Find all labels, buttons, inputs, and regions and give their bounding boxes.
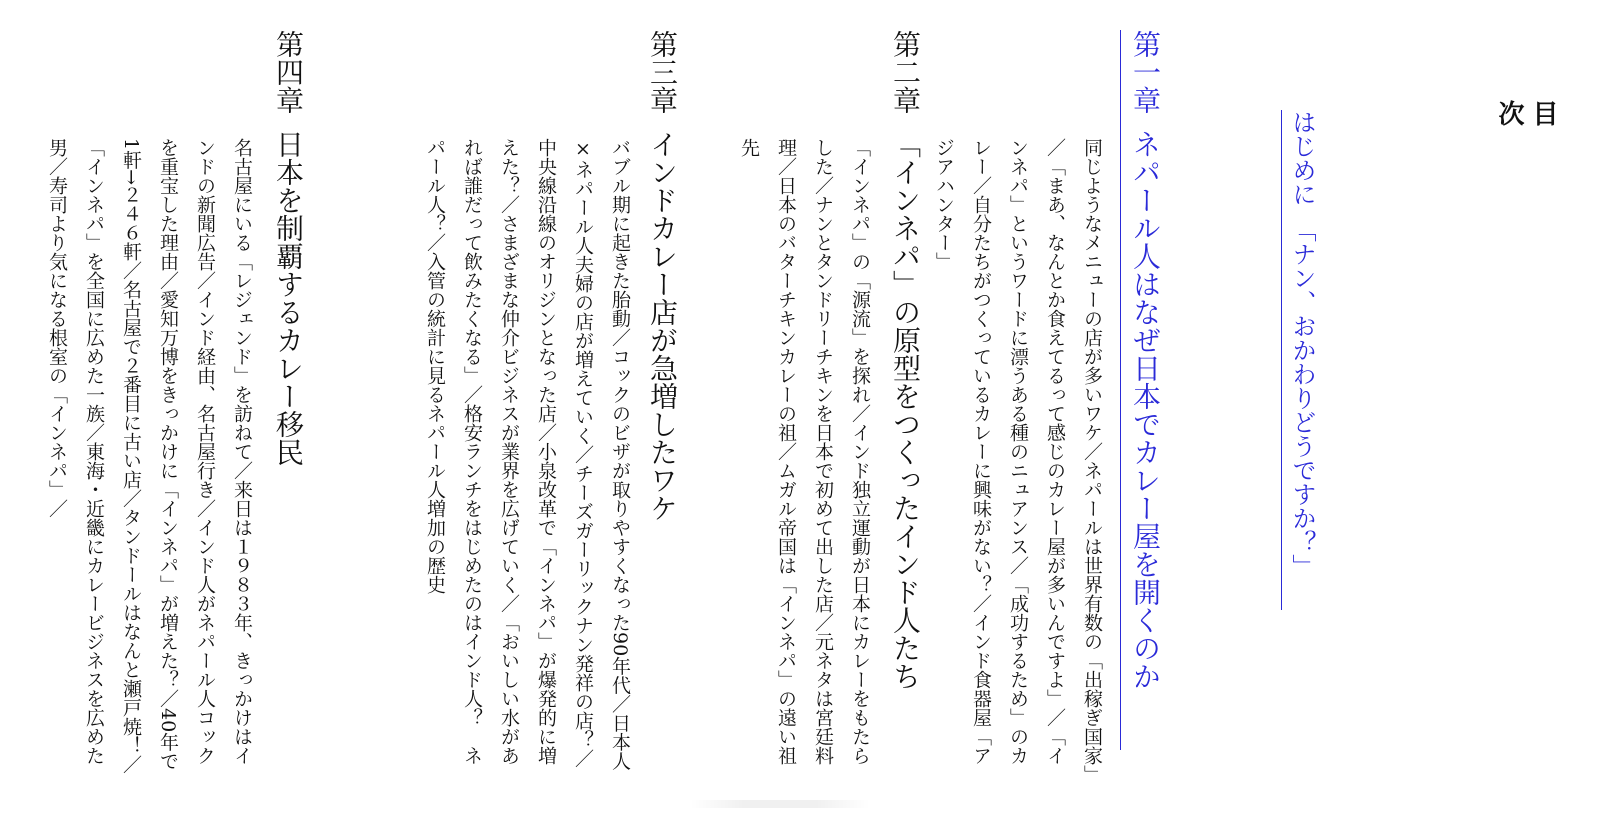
chapter-3-number: 第三章 [646,30,679,114]
chapter-2-number: 第二章 [889,30,922,114]
chapter-1-summary: 同じようなメニューの店が多いワケ／ネパールは世界有数の「出稼ぎ国家」／「まあ、なんとか食えてるって感じのカレー屋が多いんですよ」／「インネパ」というワードに漂うある種のニュアンス／「成功するため」のカレー／自分たちがつくっているカレーに興味がない？／インド食器屋「アジアハンター」 [933,138,1103,775]
chapter-4-number: 第四章 [272,30,305,114]
chapter-1-title: ネパール人はなぜ日本でカレー屋を開くのか [1129,130,1162,690]
chapter-3-heading [638,30,682,750]
chapter-1-heading[interactable] [1120,30,1165,750]
chapter-3-title: インドカレー店が急増したワケ [646,130,679,522]
chapter-3-summary: バブル期に起きた胎動／コックのビザが取りやすくなった90年代／日本人×ネパール人夫婦の店が増えていく／チーズガーリックナン発祥の店？／中央線沿線のオリジンとなった店／小泉改革で「インネパ」が爆発的に増えた？／さまざまな仲介ビジネスが業界を広げていく／「おいしい水があれば誰だって飲みたくなる」／格安ランチをはじめたのはインド人？ ネパール人？／入管の統計に見るネパール人増加の歴史 [424,138,631,771]
toc-title: 目 次 [1494,100,1558,180]
chapter-4-summary: 名古屋にいる「レジェンド」を訪ねて／来日は１９８３年、きっかけはインドの新聞広告／インド経由、名古屋行き／インド人がネパール人コックを重宝した理由／愛知万博をきっかけに「インネパ」が増えた？／40年で1軒→２４６軒／名古屋で２番目に古い店／タンドールはなんと瀬戸焼！／「インネパ」を全国に広めた一族／東海・近畿にカレービジネスを広めた男／寿司より気になる根室の「インネパ」／ [46,138,253,775]
chapter-1-number: 第一章 [1129,30,1162,114]
chapter-2-summary: 「インネパ」の「源流」を探れ／インド独立運動が日本にカレーをもたらした／ナンとタンドリーチキンを日本で初めて出した店／元ネタは宮廷料理／日本のバターチキンカレーの祖／ムガル帝国は「インネパ」の遠い祖先 [738,138,871,765]
intro-link[interactable]: はじめに 「ナン、おかわりどうですか？」 [1281,110,1318,610]
page-footer-mark [690,800,870,808]
chapter-4-heading [264,30,308,750]
chapter-4-title: 日本を制覇するカレー移民 [272,130,305,466]
chapter-2-title: 「インネパ」の原型をつくったインド人たち [889,130,922,690]
chapter-2-heading [881,30,925,750]
